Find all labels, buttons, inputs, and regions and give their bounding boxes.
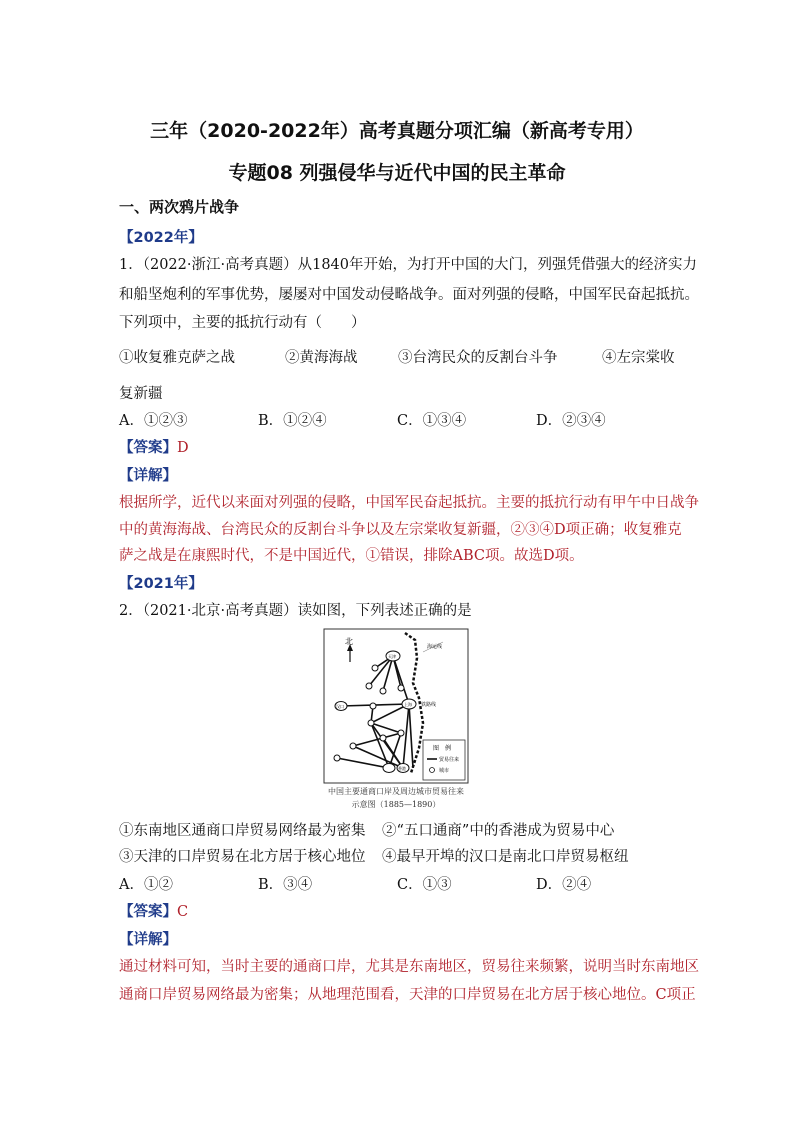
- city-node: [366, 683, 372, 689]
- legend-title: 图 例: [433, 745, 452, 752]
- q2-item-3: ③天津的口岸贸易在北方居于核心地位: [119, 849, 366, 865]
- q1-item-1: ①收复雅克萨之战: [119, 350, 235, 366]
- q2-choice-d: D．②④: [536, 877, 592, 893]
- city-node: [372, 665, 378, 671]
- city-node: [398, 685, 404, 691]
- city-node: [370, 703, 376, 709]
- city-node-hongkong: [383, 764, 395, 773]
- q1-stem-line3: 下列项中，主要的抵抗行动有（ ）: [119, 315, 366, 331]
- trade-network-map: [323, 628, 469, 784]
- legend-city-icon: [430, 768, 435, 773]
- answer-value: C: [177, 904, 189, 920]
- q1-item-2: ②黄海海战: [285, 350, 358, 366]
- q1-item-3: ③台湾民众的反割台斗争: [398, 350, 558, 366]
- q1-detail-line1: 根据所学，近代以来面对列强的侵略，中国军民奋起抵抗。主要的抵抗行动有甲午中日战争: [119, 495, 699, 511]
- map-caption-line1: 中国主要通商口岸及周边城市贸易往来: [328, 787, 464, 796]
- document-title: 三年（2020-2022年）高考真题分项汇编（新高考专用）: [150, 120, 644, 142]
- q2-detail-label: 【详解】: [119, 932, 177, 948]
- city-label-hongkong: 香港: [398, 766, 406, 771]
- year-tag-2022: 【2022年】: [119, 230, 203, 246]
- section-heading: 一、两次鸦片战争: [119, 198, 240, 216]
- answer-value: D: [177, 440, 189, 456]
- city-node: [398, 730, 404, 736]
- answer-label: 【答案】: [119, 440, 177, 456]
- q1-detail-label: 【详解】: [119, 468, 177, 484]
- q2-item-2: ②“五口通商”中的香港成为贸易中心: [382, 823, 615, 839]
- q1-choice-b: B．①②④: [258, 413, 327, 429]
- q1-item-4: ④左宗棠收: [602, 350, 675, 366]
- city-node: [380, 688, 386, 694]
- q2-choice-b: B．③④: [258, 877, 313, 893]
- q2-choice-c: C．①③: [397, 877, 452, 893]
- sea-route-label: 海运线: [427, 644, 443, 650]
- trade-map-figure: [323, 628, 469, 784]
- q2-answer: [119, 902, 188, 922]
- legend-trade-label: 贸易往来: [439, 757, 460, 763]
- q2-choice-a: A．①②: [119, 877, 173, 893]
- q1-choice-a: A．①②③: [119, 413, 188, 429]
- city-node: [380, 735, 386, 741]
- q1-detail-line2: 中的黄海海战、台湾民众的反割台斗争以及左宗棠收复新疆，②③④D项正确；收复雅克: [119, 522, 682, 538]
- north-label: 北: [345, 637, 353, 646]
- q2-item-1: ①东南地区通商口岸贸易网络最为密集: [119, 823, 366, 839]
- map-caption-line2: 示意图（1885—1890）: [351, 800, 441, 809]
- q1-item-4-cont: 复新疆: [119, 386, 163, 402]
- city-label-shanghai: 上海: [404, 702, 412, 707]
- q2-detail-line2: 通商口岸贸易网络最为密集；从地理范围看，天津的口岸贸易在北方居于核心地位。C项正: [119, 987, 696, 1003]
- q2-item-4: ④最早开埠的汉口是南北口岸贸易枢纽: [382, 849, 629, 865]
- q2-stem: 2．（2021·北京·高考真题）读如图，下列表述正确的是: [119, 603, 472, 619]
- q1-stem-line1: 1．（2022·浙江·高考真题）从1840年开始，为打开中国的大门，列强凭借强大的经济实力: [119, 257, 697, 273]
- answer-label: 【答案】: [119, 904, 177, 920]
- city-label-hankou: 汉口: [336, 704, 344, 709]
- rail-label: 铁路线: [421, 702, 437, 708]
- q2-detail-line1: 通过材料可知，当时主要的通商口岸，尤其是东南地区，贸易往来频繁，说明当时东南地区: [119, 959, 699, 975]
- q1-choice-c: C．①③④: [397, 413, 467, 429]
- year-tag-2021: 【2021年】: [119, 576, 203, 592]
- city-node: [368, 720, 374, 726]
- topic-title: 专题08 列强侵华与近代中国的民主革命: [228, 162, 566, 184]
- legend-city-label: 城市: [439, 768, 450, 774]
- city-node: [350, 743, 356, 749]
- q1-stem-line2: 和船坚炮利的军事优势，屡屡对中国发动侵略战争。面对列强的侵略，中国军民奋起抵抗。: [119, 287, 699, 303]
- q1-answer: [119, 438, 189, 458]
- city-label-tianjin: 天津: [388, 654, 396, 659]
- city-node: [334, 755, 340, 761]
- q1-detail-line3: 萨之战是在康熙时代，不是中国近代，①错误，排除ABC项。故选D项。: [119, 548, 584, 564]
- q1-choice-d: D．②③④: [536, 413, 606, 429]
